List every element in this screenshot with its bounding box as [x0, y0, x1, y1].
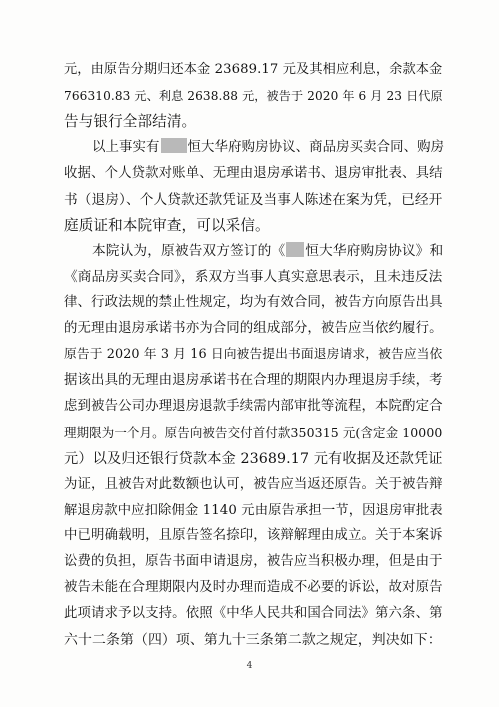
page-number: 4 [246, 661, 253, 671]
text-fragment: 恒大华府购房协议》和 [305, 243, 444, 260]
text-line-1: 元，由原告分期归还本金 23689.17 元及其相应利息，余款本金 [64, 62, 443, 77]
text-line-5: 收据、个人贷款对账单、无理由退房承诺书、退房审批表、具结 [64, 165, 443, 181]
text-line-20: 讼费的负担，原告书面申请退房，被告应当积极办理，但是由于 [64, 554, 443, 570]
text-line-4 [92, 136, 444, 160]
redaction-block [161, 138, 187, 153]
text-fragment: 恒大华府购房协议、商品房买卖合同、购房 [187, 139, 444, 155]
text-line-10: 律、行政法规的禁止性规定，均为有效合同，被告方向原告出具 [64, 295, 443, 311]
text-fragment: 以上事实有 [92, 139, 160, 155]
text-line-2: 766310.83 元、利息 2638.88 元，被告于 2020 年 6 月 23 日代原 [64, 88, 443, 103]
text-line-9: 《商品房买卖合同》，系双方当事人真实意思表示，且未违反法 [64, 269, 443, 286]
text-line-12: 原告于 2020 年 3 月 16 日向被告提出书面退房请求，被告应当依 [64, 347, 443, 362]
text-line-18: 解退房款中应扣除佣金 1140 元由原告承担一节，因退房审批表 [64, 502, 443, 518]
text-line-7: 庭质证和本院审查，可以采信。 [64, 216, 270, 234]
redaction-block [286, 242, 304, 257]
text-line-11: 的无理由退房承诺书亦为合同的组成部分，被告应当依约履行。 [64, 321, 443, 337]
text-line-21: 被告未能在合理期限内及时办理而造成不必要的诉讼，故对原告 [64, 580, 443, 596]
text-line-17: 为证，且被告对此数额也认可，被告应当返还原告。关于被告辩 [64, 476, 443, 492]
text-line-14: 虑到被告公司办理退房退款手续需内部审批等流程，本院酌定合 [64, 398, 443, 414]
text-line-19: 中已明确载明，且原告签名捺印，该辩解理由成立。关于本案诉 [64, 528, 443, 544]
text-line-8 [92, 239, 444, 263]
text-line-15: 理期限为一个月。原告向被告交付首付款350315 元(含定金 10000 [64, 424, 443, 440]
text-line-23: 六十二条第（四）项、第九十三条第二款之规定，判决如下： [64, 632, 442, 648]
text-fragment: 本院认为，原被告双方签订的《 [92, 243, 286, 260]
text-line-3: 告与银行全部结清。 [64, 112, 197, 130]
text-line-13: 据该出具的无理由退房承诺书在合理的期限内办理退房手续，考 [64, 372, 443, 388]
text-line-16: 元）以及归还银行贷款本金 23689.17 元有收据及还款凭证 [64, 450, 443, 467]
text-line-6: 书（退房）、个人贷款还款凭证及当事人陈述在案为凭，已经开 [64, 191, 443, 208]
text-line-22: 此项请求予以支持。依照《中华人民共和国合同法》第六条、第 [64, 606, 443, 622]
